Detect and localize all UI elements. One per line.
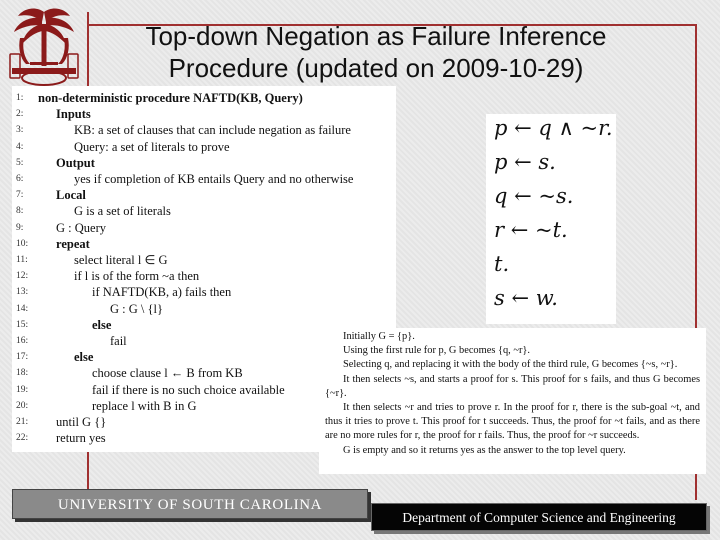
line-number: 19: [16, 384, 29, 395]
university-name: UNIVERSITY OF SOUTH CAROLINA [57, 497, 323, 513]
department-name: Department of Computer Science and Engineering [402, 510, 676, 525]
line-code: if NAFTD(KB, a) fails then [92, 285, 232, 300]
line-code: else [92, 317, 112, 332]
kb-rule: r ← ~t. [494, 218, 568, 242]
line-code: fail if there is no such choice available [92, 382, 285, 397]
kb-rule: p ← q ∧ ~r. [494, 116, 613, 140]
line-number: 20: [16, 400, 29, 411]
line-number: 12: [16, 271, 29, 282]
line-number: 3: [16, 125, 24, 136]
line-number: 7: [16, 190, 24, 201]
kb-rule: t. [494, 252, 510, 276]
line-code: G : G \ {l} [110, 301, 163, 316]
line-number: 21: [16, 417, 29, 427]
line-number: 8: [16, 206, 24, 217]
slide-title [100, 20, 652, 84]
university-logo [6, 4, 82, 90]
knowledge-base-rules [486, 114, 616, 324]
palmetto-tree-seal-icon [6, 4, 82, 90]
line-code: choose clause l ← B from KB [92, 366, 243, 381]
line-code: Inputs [56, 107, 91, 122]
slide-title-line-1: Top-down Negation as Failure Inference [145, 21, 607, 51]
line-code: fail [110, 334, 127, 348]
explanation-paragraph: Initially G = {p}. [343, 331, 415, 342]
line-code: until G {} [56, 415, 107, 429]
line-number: 14: [16, 303, 29, 314]
line-number: 9: [16, 222, 24, 233]
line-code: return yes [56, 431, 106, 446]
line-code: G : Query [56, 220, 106, 235]
line-number: 2: [16, 109, 24, 120]
explanation-paragraph: Using the first rule for p, G becomes {q, ~r}. [343, 345, 531, 357]
line-code: KB: a set of clauses that can include negation as failure [74, 123, 351, 138]
line-number: 11: [16, 255, 28, 265]
line-number: 15: [16, 319, 29, 330]
kb-rule: p ← s. [494, 150, 556, 174]
kb-rule: s ← w. [494, 286, 558, 310]
line-number: 18: [16, 368, 29, 379]
line-number: 17: [16, 352, 29, 363]
explanation-paragraph: G is empty and so it returns yes as the answer to the top level query. [343, 444, 626, 456]
line-code: Output [56, 155, 95, 170]
line-code: repeat [56, 236, 90, 251]
line-number: 1: [16, 93, 24, 103]
line-code: Query: a set of literals to prove [74, 139, 230, 154]
line-code: select literal l ∈ G [74, 253, 168, 267]
trace-explanation [319, 328, 706, 474]
line-number: 6: [16, 174, 24, 184]
line-code: else [74, 350, 94, 365]
explanation-paragraph: It then selects ~s, and starts a proof for s. This proof for s fails, and thus G becomes {~r}. [325, 373, 700, 399]
kb-rule: q ← ~s. [494, 184, 574, 208]
line-number: 10: [16, 238, 29, 249]
line-number: 4: [16, 141, 24, 152]
line-code: G is a set of literals [74, 204, 171, 219]
department-footer [371, 503, 707, 531]
line-code: Local [56, 188, 86, 203]
explanation-paragraph: Selecting q, and replacing it with the body of the third rule, G becomes {~s, ~r}. [343, 359, 678, 371]
slide-title-line-2: Procedure (updated on 2009-10-29) [168, 53, 584, 83]
explanation-paragraph: It then selects ~r and tries to prove r. In the proof for r, there is the sub-goal ~t, and thus it tries to prove t. This proof for t succeeds. Thus, the proof for ~t fails, and as there are no more rules for r, the proof for r fails. Thus, the proof for ~r succeeds. [325, 402, 700, 442]
line-number: 16: [16, 336, 29, 346]
line-code: replace l with B in G [92, 398, 197, 413]
line-code: if l is of the form ~a then [74, 269, 200, 284]
line-code: yes if completion of KB entails Query and no otherwise [74, 172, 354, 186]
line-number: 22: [16, 433, 29, 444]
line-number: 13: [16, 287, 29, 298]
line-code: non-deterministic procedure NAFTD(KB, Query) [38, 91, 303, 105]
line-number: 5: [16, 157, 24, 168]
university-footer [12, 489, 368, 519]
